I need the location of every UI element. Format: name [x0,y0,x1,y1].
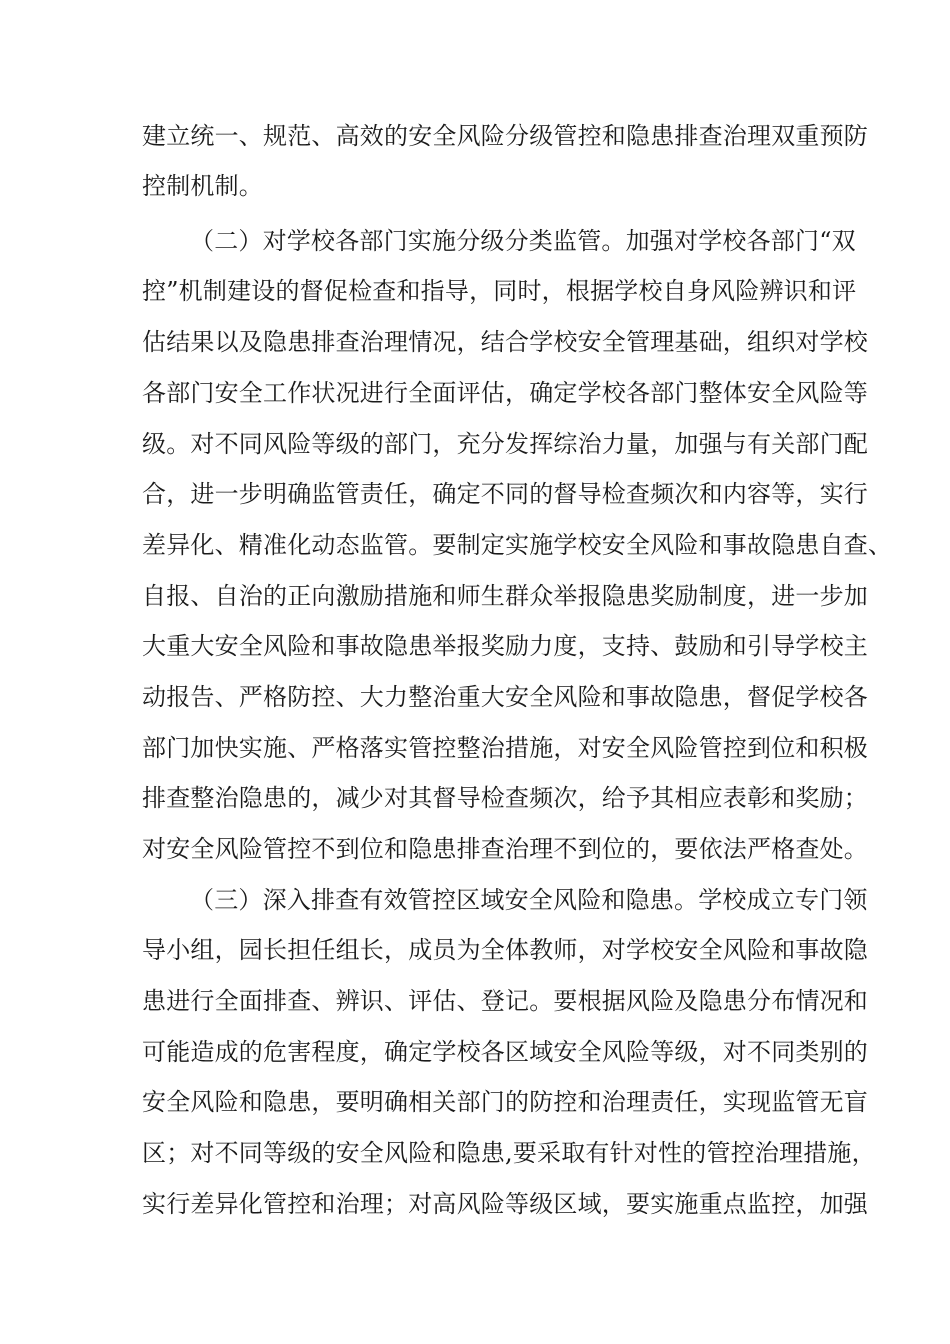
text-line: 大重大安全风险和事故隐患举报奖励力度，支持、鼓励和引导学校主 [142,632,868,660]
text-line: 自报、自治的正向激励措施和师生群众举报隐患奖励制度，进一步加 [142,582,868,610]
paragraph-3-heading-line: （三）深入排查有效管控区域安全风险和隐患。学校成立专门领 [190,886,868,914]
text-line: 患进行全面排查、辨识、评估、登记。要根据风险及隐患分布情况和 [142,987,868,1015]
text-line: 估结果以及隐患排查治理情况，结合学校安全管理基础，组织对学校 [142,328,868,356]
text-line: 差异化、精准化动态监管。要制定实施学校安全风险和事故隐患自查、 [142,531,893,559]
text-line: 控”机制建设的督促检查和指导，同时，根据学校自身风险辨识和评 [142,277,857,305]
text-line: 可能造成的危害程度，确定学校各区域安全风险等级，对不同类别的 [142,1038,868,1066]
text-line: 排查整治隐患的，减少对其督导检查频次，给予其相应表彰和奖励； [142,784,868,812]
text-line: 导小组，园长担任组长，成员为全体教师，对学校安全风险和事故隐 [142,936,868,964]
text-line: 建立统一、规范、高效的安全风险分级管控和隐患排查治理双重预防 [142,122,868,150]
text-line: 各部门安全工作状况进行全面评估，确定学校各部门整体安全风险等 [142,379,868,407]
text-line: 实行差异化管控和治理；对高风险等级区域，要实施重点监控，加强 [142,1190,868,1218]
text-line: 合，进一步明确监管责任，确定不同的督导检查频次和内容等，实行 [142,480,868,508]
text-line: 对安全风险管控不到位和隐患排查治理不到位的，要依法严格查处。 [142,835,868,863]
paragraph-2-heading-line: （二）对学校各部门实施分级分类监管。加强对学校各部门“双 [190,227,856,255]
text-line: 部门加快实施、严格落实管控整治措施，对安全风险管控到位和积极 [142,734,868,762]
text-line: 级。对不同风险等级的部门，充分发挥综治力量，加强与有关部门配 [142,430,868,458]
text-line: 区；对不同等级的安全风险和隐患,要采取有针对性的管控治理措施， [142,1139,876,1167]
text-line: 动报告、严格防控、大力整治重大安全风险和事故隐患，督促学校各 [142,683,868,711]
text-line: 安全风险和隐患，要明确相关部门的防控和治理责任，实现监管无盲 [142,1088,868,1116]
text-line: 控制机制。 [142,172,263,200]
